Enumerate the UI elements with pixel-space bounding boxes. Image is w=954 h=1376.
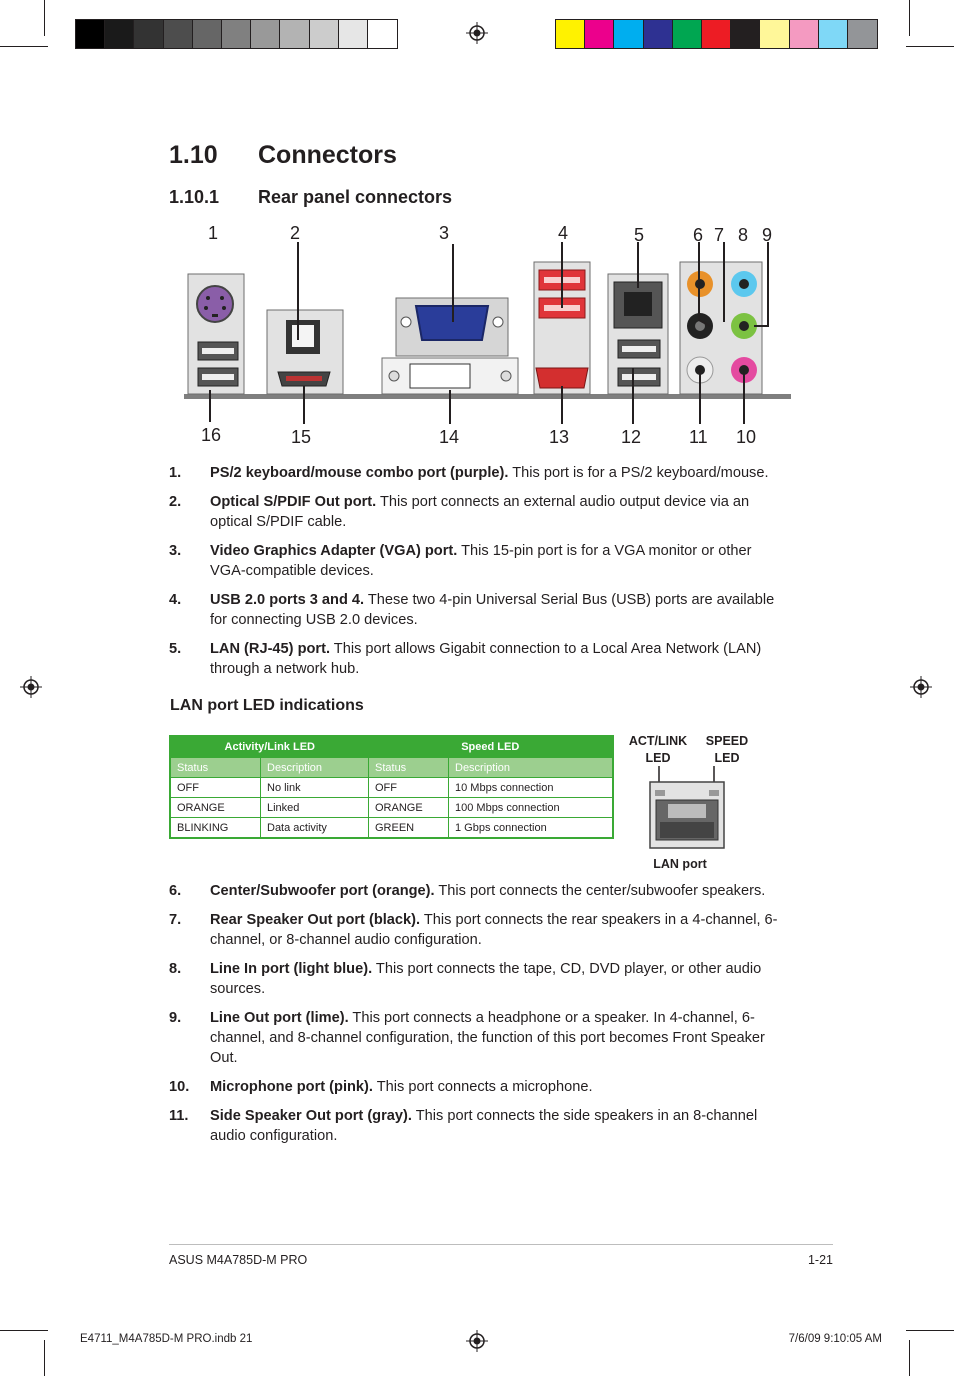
callout-label: 8 — [738, 225, 749, 245]
list-item: 6. Center/Subwoofer port (orange). This port connects the center/subwoofer speakers. — [169, 883, 766, 899]
color-swatch — [673, 20, 702, 48]
gray-calibration-bar — [75, 19, 398, 49]
page-number: 1-21 — [807, 1253, 833, 1267]
registration-mark-icon — [466, 22, 488, 44]
color-swatch — [614, 20, 643, 48]
callout-label: 11 — [689, 427, 708, 447]
footer-left: ASUS M4A785D-M PRO — [169, 1253, 308, 1267]
callout-label: 13 — [549, 427, 570, 447]
color-swatch — [105, 20, 134, 48]
table-row: OFF No link OFF 10 Mbps connection — [170, 778, 613, 798]
color-swatch — [251, 20, 280, 48]
callout-label: 14 — [439, 427, 460, 447]
registration-mark-icon — [20, 676, 42, 698]
lan-port-illustration — [646, 766, 728, 852]
list-item: 10. Microphone port (pink). This port connects a microphone. — [169, 1079, 593, 1095]
slug-timestamp: 7/6/09 9:10:05 AM — [788, 1333, 882, 1345]
callout-label: 6 — [693, 225, 704, 245]
list-item: 3. Video Graphics Adapter (VGA) port. This 15-pin port is for a VGA monitor or other VGA-compatible devices. — [169, 543, 752, 579]
color-swatch — [819, 20, 848, 48]
crop-mark — [906, 46, 954, 47]
color-swatch — [644, 20, 673, 48]
lan-led-heading: LAN port LED indications — [170, 697, 364, 714]
list-item: 8. Line In port (light blue). This port connects the tape, CD, DVD player, or other audio sources. — [169, 961, 762, 997]
crop-mark — [44, 0, 45, 36]
ps2-usb-block — [188, 274, 244, 394]
registration-mark-icon — [466, 1330, 488, 1352]
crop-mark — [0, 1330, 48, 1331]
list-item: 9. Line Out port (lime). This port connects a headphone or a speaker. In 4-channel, 6-channel, and 8-channel configuration, the function of this port becomes Front Speaker Out. — [169, 1010, 765, 1066]
crop-mark — [909, 1340, 910, 1376]
color-swatch — [76, 20, 105, 48]
lan-usb-block — [608, 274, 668, 394]
crop-mark — [906, 1330, 954, 1331]
section-title: Connectors — [258, 141, 397, 169]
table-row: BLINKING Data activity GREEN 1 Gbps connection — [170, 818, 613, 839]
callout-label: 16 — [201, 425, 222, 445]
color-swatch — [702, 20, 731, 48]
color-swatch — [790, 20, 819, 48]
callout-label: 1 — [208, 223, 219, 243]
color-swatch — [193, 20, 222, 48]
color-swatch — [731, 20, 760, 48]
registration-mark-icon — [910, 676, 932, 698]
color-swatch — [556, 20, 585, 48]
color-swatch — [134, 20, 163, 48]
table-header-row: Status Description Status Description — [170, 758, 613, 778]
callout-label: 12 — [621, 427, 642, 447]
list-item: 4. USB 2.0 ports 3 and 4. These two 4-pin Universal Serial Bus (USB) ports are available for connecting USB 2.0 devices. — [169, 592, 775, 628]
color-swatch — [222, 20, 251, 48]
color-swatch — [585, 20, 614, 48]
subsection-title: Rear panel connectors — [258, 187, 453, 207]
table-group-header: Activity/Link LED Speed LED — [170, 736, 613, 758]
callout-label: 2 — [290, 223, 301, 243]
callout-label: 7 — [714, 225, 725, 245]
slug-filename: E4711_M4A785D-M PRO.indb 21 — [80, 1333, 253, 1345]
list-item: 5. LAN (RJ-45) port. This port allows Gigabit connection to a Local Area Network (LAN) through a network hub. — [169, 641, 762, 677]
audio-jack-block — [680, 262, 762, 394]
callout-label: 15 — [291, 427, 312, 447]
crop-mark — [44, 1340, 45, 1376]
callout-label: 10 — [736, 427, 757, 447]
color-swatch — [760, 20, 789, 48]
callout-label: 3 — [439, 223, 450, 243]
list-item: 1. PS/2 keyboard/mouse combo port (purple). This port is for a PS/2 keyboard/mouse. — [169, 465, 769, 481]
section-number: 1.10 — [169, 141, 218, 169]
color-swatch — [164, 20, 193, 48]
color-swatch — [848, 20, 877, 48]
spdif-hdmi-block — [267, 310, 343, 394]
subsection-number: 1.10.1 — [169, 187, 220, 207]
lan-led-table — [169, 735, 614, 839]
color-calibration-bar — [555, 19, 878, 49]
callout-label: 9 — [762, 225, 773, 245]
crop-mark — [0, 46, 48, 47]
list-item: 2. Optical S/PDIF Out port. This port connects an external audio output device via an optical S/PDIF cable. — [169, 494, 750, 530]
speed-led-label: SPEED LED — [705, 734, 749, 765]
callout-label: 4 — [558, 223, 569, 243]
vga-dvi-block — [382, 298, 518, 394]
lan-port-caption: LAN port — [653, 857, 707, 871]
callout-label: 5 — [634, 225, 645, 245]
color-swatch — [339, 20, 368, 48]
list-item: 7. Rear Speaker Out port (black). This port connects the rear speakers in a 4-channel, 6-channel, or 8-channel audio configuration. — [169, 912, 778, 948]
act-link-led-label: ACT/LINK LED — [628, 734, 688, 765]
crop-mark — [909, 0, 910, 36]
color-swatch — [368, 20, 397, 48]
footer-rule — [169, 1244, 833, 1245]
table-row: ORANGE Linked ORANGE 100 Mbps connection — [170, 798, 613, 818]
list-item: 11. Side Speaker Out port (gray). This port connects the side speakers in an 8-channel audio configuration. — [169, 1108, 758, 1144]
subsection-heading — [169, 187, 453, 208]
color-swatch — [280, 20, 309, 48]
color-swatch — [310, 20, 339, 48]
rear-panel-diagram — [168, 218, 792, 450]
